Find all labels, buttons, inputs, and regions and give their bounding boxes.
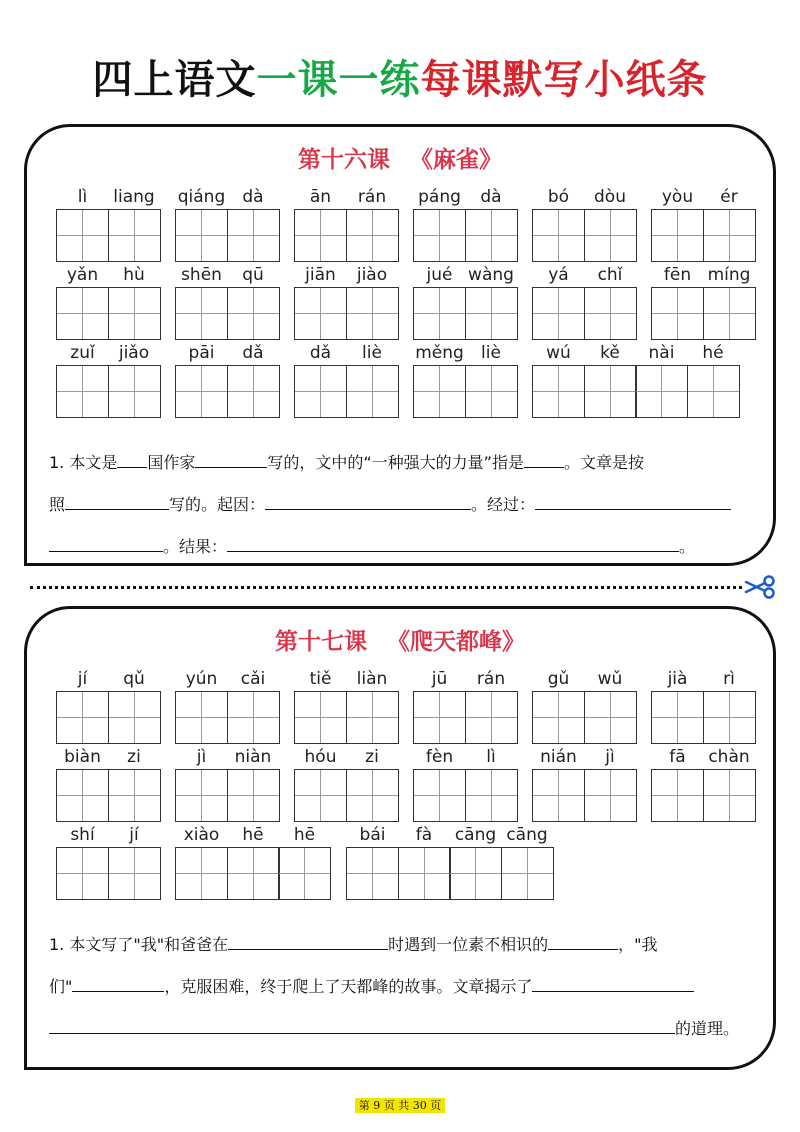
- writing-cell[interactable]: [175, 209, 228, 262]
- writing-cell[interactable]: [175, 287, 228, 340]
- writing-cell[interactable]: [398, 847, 451, 900]
- writing-cell[interactable]: [108, 769, 161, 822]
- character-cells: [294, 287, 399, 340]
- pinyin-syllable: zi: [127, 747, 141, 767]
- character-cells: [413, 365, 518, 418]
- pinyin-syllable: liè: [481, 343, 501, 363]
- lesson-16-question-line-3: [49, 535, 695, 558]
- writing-cell[interactable]: [346, 287, 399, 340]
- title-part-1: 四上语文: [92, 57, 257, 103]
- pinyin-syllable: míng: [707, 265, 751, 285]
- pinyin-syllable: bó: [547, 187, 570, 207]
- character-cells: [651, 209, 756, 262]
- title-part-3: 每课默写小纸条: [420, 57, 708, 103]
- pinyin-syllable: liang: [113, 187, 155, 207]
- writing-cell[interactable]: [294, 691, 347, 744]
- pinyin-syllable: zuǐ: [70, 343, 95, 363]
- character-cells: [346, 847, 554, 900]
- writing-cell[interactable]: [175, 365, 228, 418]
- character-cells: [56, 209, 161, 262]
- q-text: ，"我: [618, 935, 658, 954]
- pinyin-syllable: nài: [648, 343, 675, 363]
- writing-cell[interactable]: [227, 365, 280, 418]
- character-cells: [413, 287, 518, 340]
- pinyin-syllable: dòu: [594, 187, 626, 207]
- pinyin-syllable: qǔ: [123, 669, 145, 689]
- pinyin-syllable: tiě: [309, 669, 332, 689]
- pinyin-syllable: jué: [426, 265, 453, 285]
- pinyin-syllable: ān: [309, 187, 332, 207]
- pinyin-syllable: cāng: [506, 825, 548, 845]
- lesson-16-question-line-2: [49, 493, 731, 516]
- writing-cell[interactable]: [108, 691, 161, 744]
- scissors-icon: [744, 575, 776, 599]
- pinyin-syllable: shí: [70, 825, 95, 845]
- writing-cell[interactable]: [465, 287, 518, 340]
- pinyin-syllable: hē: [242, 825, 264, 845]
- writing-cell[interactable]: [584, 365, 637, 418]
- lesson-17-question-line-2: [49, 975, 694, 998]
- writing-cell[interactable]: [651, 691, 704, 744]
- answer-blank[interactable]: [49, 1017, 675, 1034]
- pinyin-syllable: páng: [418, 187, 461, 207]
- writing-cell[interactable]: [346, 209, 399, 262]
- answer-blank[interactable]: [195, 451, 267, 468]
- q-text: 们": [49, 977, 73, 996]
- pinyin-syllable: wǔ: [597, 669, 623, 689]
- writing-cell[interactable]: [703, 287, 756, 340]
- character-cells: [56, 287, 161, 340]
- pinyin-syllable: hù: [123, 265, 145, 285]
- answer-blank[interactable]: [117, 451, 147, 468]
- pinyin-syllable: rán: [357, 187, 387, 207]
- writing-cell[interactable]: [413, 769, 466, 822]
- writing-cell[interactable]: [703, 209, 756, 262]
- pinyin-syllable: lì: [486, 747, 496, 767]
- character-cells: [651, 287, 756, 340]
- character-cells: [56, 365, 161, 418]
- q-text: 1. 本文写了"我"和爸爸在: [49, 935, 229, 954]
- pinyin-syllable: cǎi: [240, 669, 266, 689]
- writing-cell[interactable]: [413, 691, 466, 744]
- q-text: 1. 本文是: [49, 453, 118, 472]
- q-text: 国作家: [147, 453, 196, 472]
- pinyin-syllable: biàn: [64, 747, 101, 767]
- writing-cell[interactable]: [294, 769, 347, 822]
- character-cells: [532, 769, 637, 822]
- character-cells: [294, 691, 399, 744]
- writing-cell[interactable]: [584, 287, 637, 340]
- character-cells: [651, 769, 756, 822]
- pinyin-syllable: jí: [77, 669, 88, 689]
- pinyin-syllable: qū: [242, 265, 264, 285]
- character-cells: [175, 691, 280, 744]
- writing-cell[interactable]: [413, 209, 466, 262]
- pinyin-syllable: dà: [480, 187, 502, 207]
- lesson-17-title: [27, 623, 773, 656]
- character-cells: [651, 691, 756, 744]
- writing-cell[interactable]: [56, 691, 109, 744]
- writing-cell[interactable]: [465, 209, 518, 262]
- pinyin-syllable: kě: [600, 343, 620, 363]
- writing-cell[interactable]: [175, 847, 228, 900]
- writing-cell[interactable]: [635, 365, 688, 418]
- answer-blank[interactable]: [535, 493, 731, 510]
- pinyin-syllable: liàn: [356, 669, 388, 689]
- answer-blank[interactable]: [227, 535, 679, 552]
- pinyin-syllable: chàn: [708, 747, 750, 767]
- lesson-16-question-line-1: [49, 451, 644, 474]
- page-title: [0, 52, 800, 108]
- writing-cell[interactable]: [532, 691, 585, 744]
- writing-cell[interactable]: [108, 847, 161, 900]
- lesson-16-card: [24, 124, 776, 566]
- writing-cell[interactable]: [56, 365, 109, 418]
- writing-cell[interactable]: [532, 769, 585, 822]
- writing-cell[interactable]: [651, 209, 704, 262]
- writing-cell[interactable]: [294, 287, 347, 340]
- writing-cell[interactable]: [501, 847, 554, 900]
- pinyin-syllable: wàng: [468, 265, 514, 285]
- writing-cell[interactable]: [346, 847, 399, 900]
- character-cells: [413, 691, 518, 744]
- pinyin-syllable: měng: [415, 343, 464, 363]
- character-cells: [532, 691, 637, 744]
- answer-blank[interactable]: [228, 933, 388, 950]
- pinyin-syllable: jí: [129, 825, 139, 845]
- q-text: 。经过：: [471, 495, 536, 514]
- q-text: 。: [679, 537, 696, 556]
- answer-blank[interactable]: [265, 493, 471, 510]
- q-text: 照: [49, 495, 66, 514]
- pinyin-syllable: yún: [185, 669, 218, 689]
- page-footer: [0, 1094, 800, 1113]
- character-cells: [175, 365, 280, 418]
- pinyin-syllable: wú: [546, 343, 571, 363]
- writing-cell[interactable]: [532, 365, 585, 418]
- writing-cell[interactable]: [532, 209, 585, 262]
- pinyin-syllable: hē: [293, 825, 316, 845]
- pinyin-syllable: fēn: [663, 265, 692, 285]
- writing-cell[interactable]: [465, 365, 518, 418]
- pinyin-syllable: jiào: [356, 265, 388, 285]
- answer-blank[interactable]: [72, 975, 164, 992]
- writing-cell[interactable]: [56, 847, 109, 900]
- q-text: 。结果：: [163, 537, 228, 556]
- lesson-16-title: [27, 141, 773, 174]
- writing-cell[interactable]: [703, 769, 756, 822]
- writing-cell[interactable]: [465, 691, 518, 744]
- title-part-2: 一课一练: [256, 57, 421, 103]
- pinyin-syllable: niàn: [234, 747, 272, 767]
- writing-cell[interactable]: [56, 209, 109, 262]
- writing-cell[interactable]: [56, 769, 109, 822]
- writing-cell[interactable]: [413, 287, 466, 340]
- writing-cell[interactable]: [703, 691, 756, 744]
- writing-cell[interactable]: [108, 365, 161, 418]
- pinyin-syllable: zi: [365, 747, 379, 767]
- pinyin-syllable: jū: [431, 669, 448, 689]
- writing-cell[interactable]: [227, 769, 280, 822]
- character-cells: [56, 769, 161, 822]
- writing-cell[interactable]: [584, 691, 637, 744]
- writing-cell[interactable]: [294, 209, 347, 262]
- writing-cell[interactable]: [413, 365, 466, 418]
- q-text: ，克服困难，终于爬上了天都峰的故事。文章揭示了: [164, 977, 533, 996]
- pinyin-syllable: lì: [77, 187, 88, 207]
- page-number: 第 9 页 共 30 页: [355, 1098, 445, 1113]
- pinyin-syllable: liè: [362, 343, 382, 363]
- writing-cell[interactable]: [175, 769, 228, 822]
- lesson-17-question-line-3: [49, 1017, 739, 1040]
- writing-cell[interactable]: [651, 287, 704, 340]
- pinyin-syllable: pāi: [188, 343, 215, 363]
- answer-blank[interactable]: [524, 451, 564, 468]
- pinyin-syllable: qiáng: [177, 187, 226, 207]
- pinyin-syllable: yòu: [661, 187, 694, 207]
- character-cells: [294, 365, 399, 418]
- character-cells: [56, 691, 161, 744]
- pinyin-syllable: yá: [548, 265, 569, 285]
- q-text: 写的，文中的“一种强大的力量”指是: [267, 453, 524, 472]
- writing-cell[interactable]: [294, 365, 347, 418]
- pinyin-syllable: bái: [359, 825, 386, 845]
- writing-cell[interactable]: [227, 209, 280, 262]
- pinyin-syllable: dà: [242, 187, 264, 207]
- pinyin-syllable: hé: [702, 343, 724, 363]
- writing-cell[interactable]: [108, 287, 161, 340]
- pinyin-syllable: jì: [605, 747, 615, 767]
- pinyin-syllable: dǎ: [309, 343, 332, 363]
- q-text: 写的。起因：: [169, 495, 266, 514]
- pinyin-syllable: shēn: [181, 265, 222, 285]
- pinyin-syllable: nián: [540, 747, 577, 767]
- writing-cell[interactable]: [584, 209, 637, 262]
- answer-blank[interactable]: [65, 493, 169, 510]
- character-cells: [175, 847, 331, 900]
- pinyin-syllable: fā: [669, 747, 686, 767]
- pinyin-syllable: hóu: [304, 747, 337, 767]
- character-cells: [413, 769, 518, 822]
- writing-cell[interactable]: [346, 769, 399, 822]
- writing-cell[interactable]: [175, 691, 228, 744]
- pinyin-syllable: fèn: [425, 747, 454, 767]
- character-cells: [56, 847, 161, 900]
- q-text: 时遇到一位素不相识的: [388, 935, 549, 954]
- lesson-16-number: 第十六课: [298, 147, 390, 173]
- pinyin-syllable: ér: [720, 187, 738, 207]
- character-cells: [294, 209, 399, 262]
- writing-cell[interactable]: [227, 287, 280, 340]
- cut-line: [30, 586, 742, 589]
- lesson-16-name: 《麻雀》: [410, 147, 502, 173]
- character-cells: [532, 209, 637, 262]
- writing-cell[interactable]: [651, 769, 704, 822]
- writing-cell[interactable]: [227, 691, 280, 744]
- writing-cell[interactable]: [346, 365, 399, 418]
- pinyin-syllable: cāng: [454, 825, 497, 845]
- pinyin-syllable: dǎ: [242, 343, 264, 363]
- writing-cell[interactable]: [584, 769, 637, 822]
- lesson-17-card: [24, 606, 776, 1070]
- pinyin-syllable: jì: [196, 747, 207, 767]
- pinyin-syllable: xiào: [183, 825, 220, 845]
- lesson-17-number: 第十七课: [275, 629, 367, 655]
- pinyin-syllable: yǎn: [66, 265, 99, 285]
- character-cells: [532, 365, 740, 418]
- character-cells: [413, 209, 518, 262]
- pinyin-syllable: jiǎo: [118, 343, 150, 363]
- pinyin-syllable: fà: [415, 825, 433, 845]
- pinyin-syllable: rán: [476, 669, 506, 689]
- writing-cell[interactable]: [465, 769, 518, 822]
- character-cells: [294, 769, 399, 822]
- answer-blank[interactable]: [532, 975, 694, 992]
- q-text: 的道理。: [675, 1019, 740, 1038]
- character-cells: [175, 209, 280, 262]
- writing-cell[interactable]: [278, 847, 331, 900]
- writing-cell[interactable]: [108, 209, 161, 262]
- q-text: 。文章是按: [563, 453, 644, 472]
- writing-cell[interactable]: [346, 691, 399, 744]
- answer-blank[interactable]: [49, 535, 163, 552]
- writing-cell[interactable]: [449, 847, 502, 900]
- writing-cell[interactable]: [687, 365, 740, 418]
- pinyin-syllable: chǐ: [597, 265, 623, 285]
- lesson-17-name: 《爬天都峰》: [387, 629, 525, 655]
- writing-cell[interactable]: [56, 287, 109, 340]
- pinyin-syllable: gǔ: [547, 669, 570, 689]
- character-cells: [175, 769, 280, 822]
- character-cells: [532, 287, 637, 340]
- writing-cell[interactable]: [532, 287, 585, 340]
- pinyin-syllable: jiān: [305, 265, 336, 285]
- lesson-17-question-line-1: [49, 933, 657, 956]
- character-cells: [175, 287, 280, 340]
- writing-cell[interactable]: [227, 847, 280, 900]
- pinyin-syllable: jià: [667, 669, 688, 689]
- pinyin-syllable: rì: [723, 669, 735, 689]
- answer-blank[interactable]: [548, 933, 618, 950]
